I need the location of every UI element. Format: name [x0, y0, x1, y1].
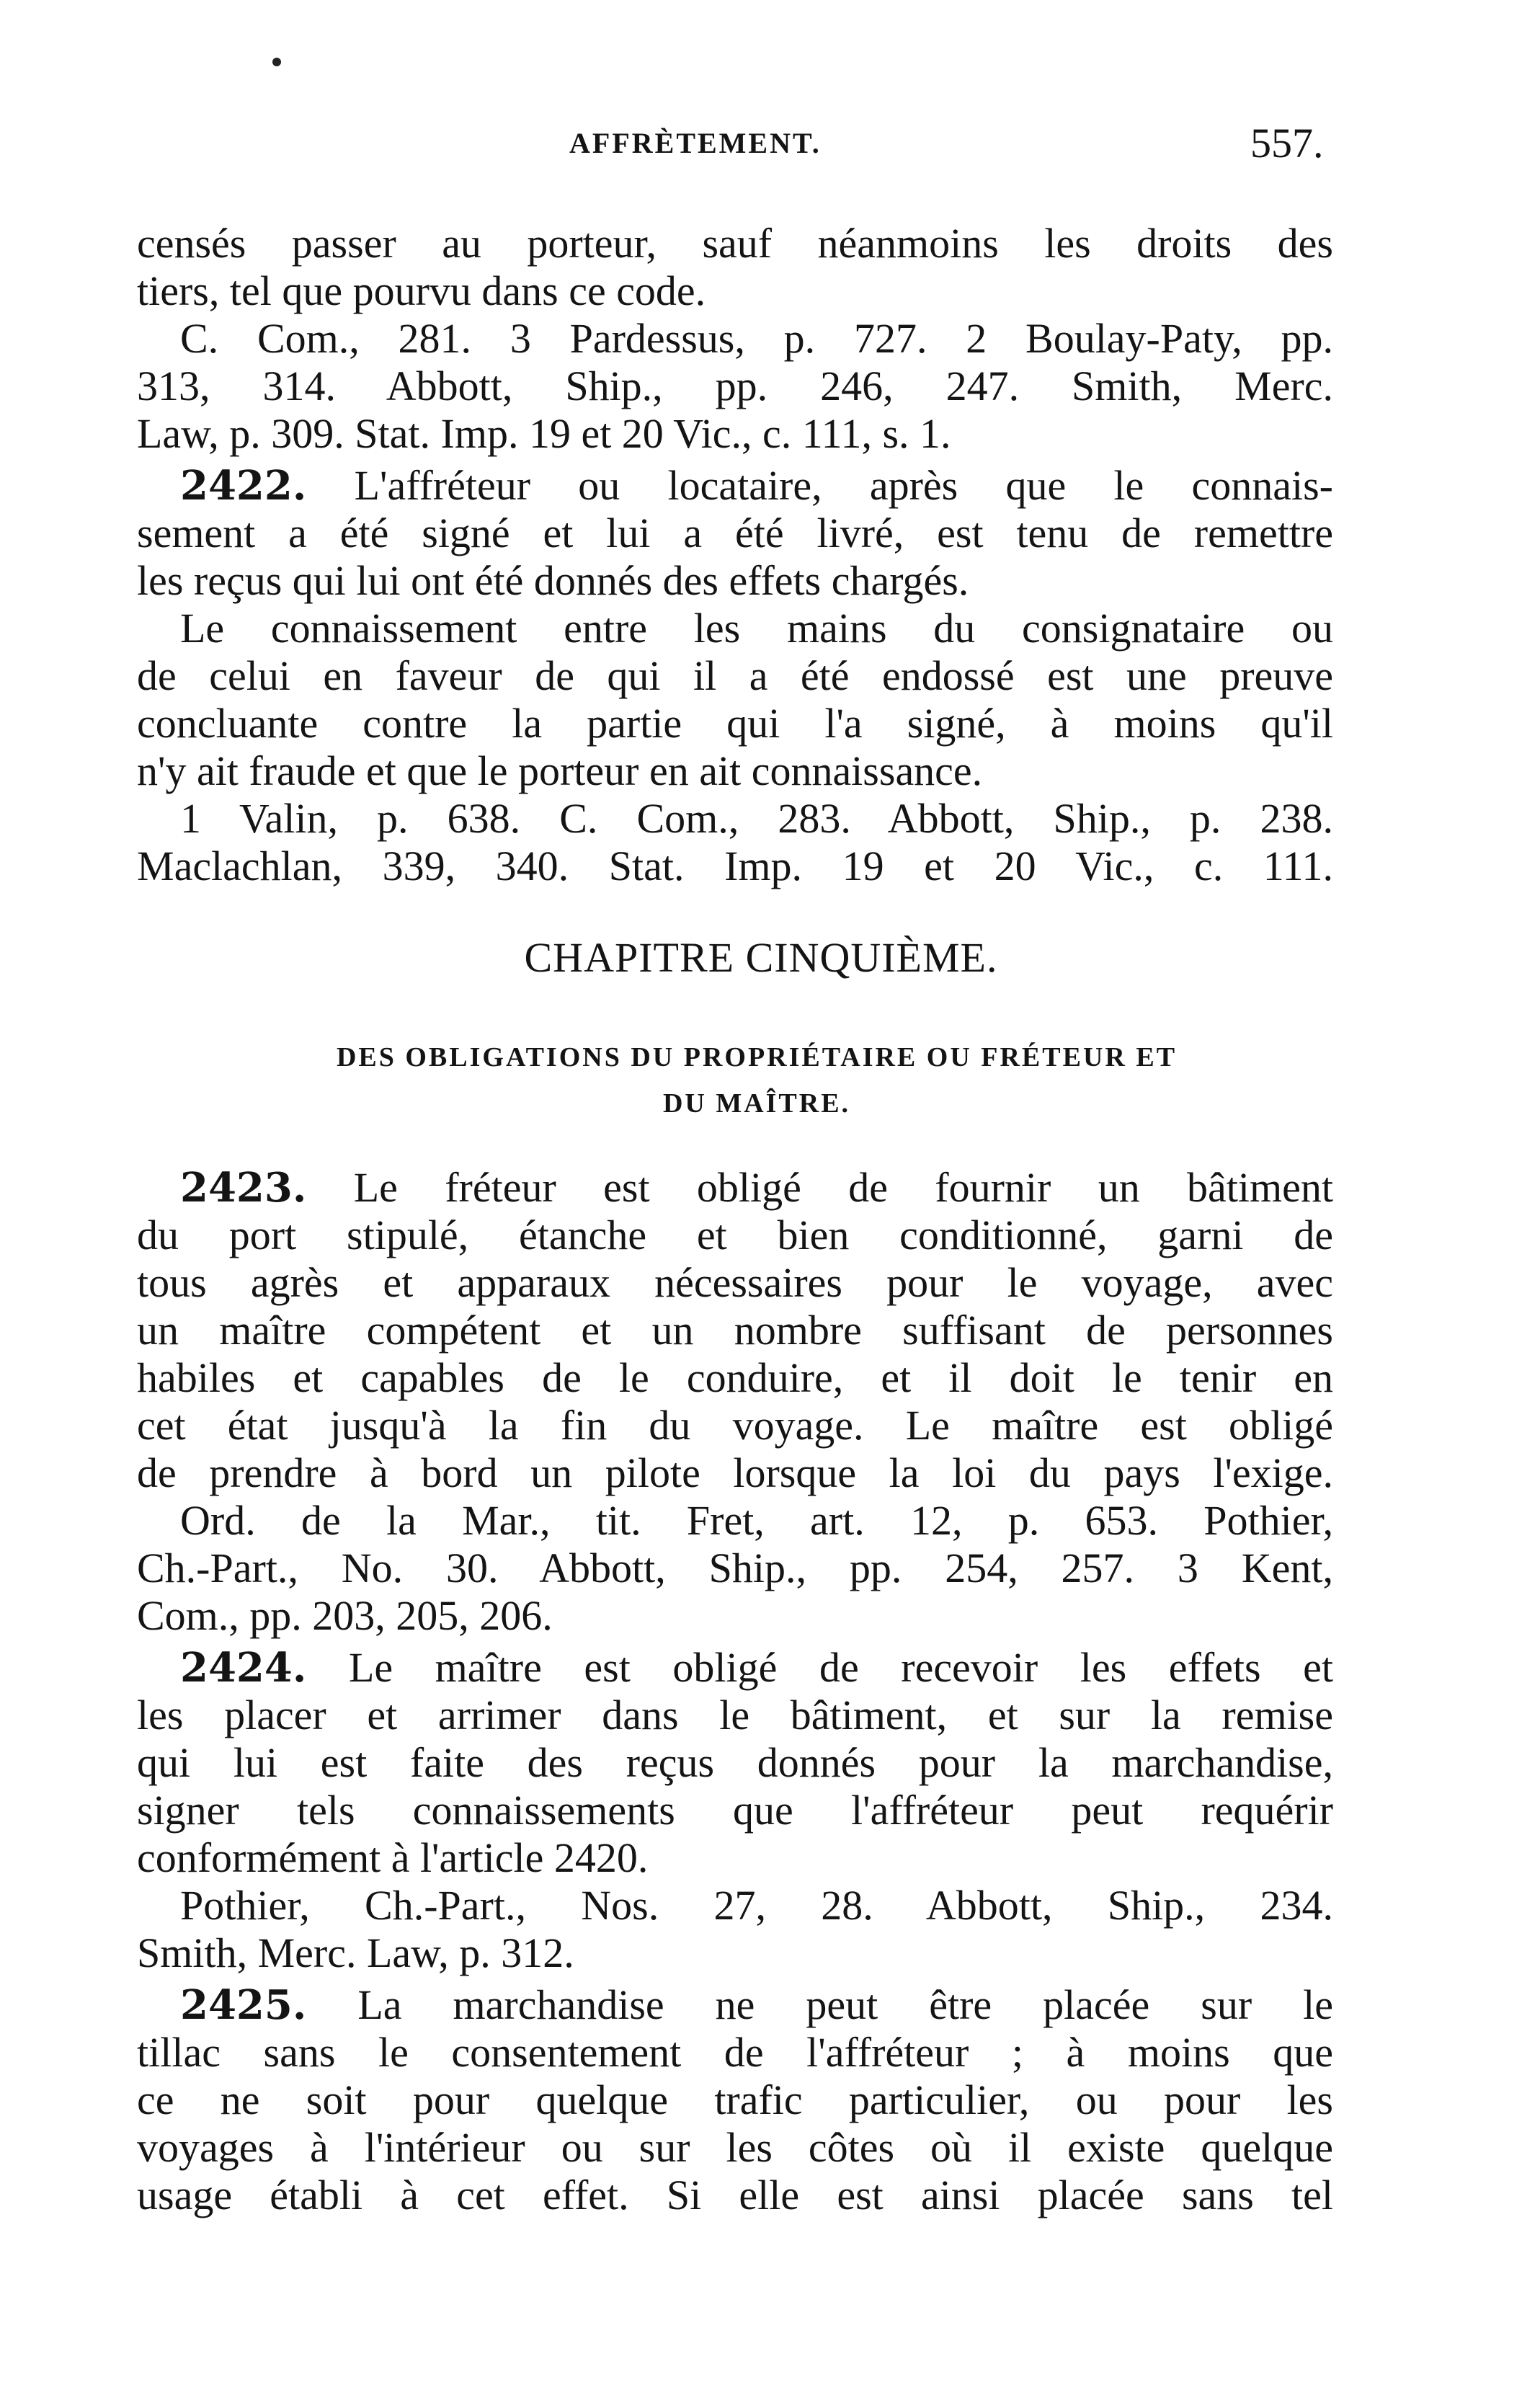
text-line: qui lui est faite des reçus donnés pour la marchandise,	[137, 1739, 1333, 1786]
text-line: de prendre à bord un pilote lorsque la loi du pays l'exige.	[137, 1449, 1333, 1496]
article-text: Le fréteur est obligé de fournir un bâtiment	[353, 1164, 1333, 1211]
citation-line: C. Com., 281. 3 Pardessus, p. 727. 2 Boulay-Paty, pp.	[180, 315, 1333, 362]
article-number: 2425.	[180, 1981, 307, 2029]
text-line: sement a été signé et lui a été livré, est tenu de remettre	[137, 510, 1333, 556]
article-number: 2422.	[180, 462, 307, 510]
text-line: du port stipulé, étanche et bien conditionné, garni de	[137, 1212, 1333, 1258]
article-number: 2423.	[180, 1164, 307, 1212]
text-line: Le connaissement entre les mains du consignataire ou	[180, 605, 1333, 652]
text-line: les placer et arrimer dans le bâtiment, et sur la remise	[137, 1692, 1333, 1738]
text-line: conformément à l'article 2420.	[137, 1834, 649, 1881]
section-title-line: DU MAÎTRE.	[662, 1088, 851, 1119]
article-2422-first-line	[180, 462, 1333, 510]
citation-line: 313, 314. Abbott, Ship., pp. 246, 247. Smith, Merc.	[137, 363, 1333, 409]
citation-line: Smith, Merc. Law, p. 312.	[137, 1929, 574, 1976]
article-text: La marchandise ne peut être placée sur le	[357, 1981, 1334, 2028]
text-line: usage établi à cet effet. Si elle est ainsi placée sans tel	[137, 2172, 1333, 2218]
text-line: cet état jusqu'à la fin du voyage. Le maître est obligé	[137, 1402, 1333, 1449]
text-line: signer tels connaissements que l'affréteur peut requérir	[137, 1787, 1333, 1834]
citation-line: Ch.-Part., No. 30. Abbott, Ship., pp. 254, 257. 3 Kent,	[137, 1545, 1333, 1591]
article-text: L'affréteur ou locataire, après que le connais-	[354, 462, 1333, 509]
citation-line: Ord. de la Mar., tit. Fret, art. 12, p. 653. Pothier,	[180, 1497, 1333, 1544]
text-line: ce ne soit pour quelque trafic particulier, ou pour les	[137, 2076, 1333, 2123]
page-number: 557.	[1250, 120, 1324, 166]
text-line: censés passer au porteur, sauf néanmoins les droits des	[137, 220, 1333, 267]
citation-line: Maclachlan, 339, 340. Stat. Imp. 19 et 20 Vic., c. 111.	[137, 843, 1333, 889]
ink-speck	[272, 58, 281, 66]
text-line: les reçus qui lui ont été donnés des effets chargés.	[137, 557, 969, 604]
article-2423-first-line	[180, 1164, 1333, 1212]
running-head	[0, 120, 1522, 177]
text-line: de celui en faveur de qui il a été endossé est une preuve	[137, 652, 1333, 699]
text-line: un maître compétent et un nombre suffisant de personnes	[137, 1307, 1333, 1354]
text-line: tiers, tel que pourvu dans ce code.	[137, 267, 706, 314]
section-title-line: DES OBLIGATIONS DU PROPRIÉTAIRE OU FRÉTEUR ET	[336, 1042, 1178, 1072]
chapter-heading: CHAPITRE CINQUIÈME.	[524, 934, 998, 981]
citation-line: Com., pp. 203, 205, 206.	[137, 1592, 553, 1639]
text-line: tillac sans le consentement de l'affréteur ; à moins que	[137, 2029, 1333, 2076]
citation-line: Pothier, Ch.-Part., Nos. 27, 28. Abbott, Ship., 234.	[180, 1882, 1333, 1929]
text-line: n'y ait fraude et que le porteur en ait connaissance.	[137, 747, 983, 794]
text-line: tous agrès et apparaux nécessaires pour le voyage, avec	[137, 1259, 1333, 1306]
article-2425-first-line	[180, 1981, 1333, 2029]
citation-line: Law, p. 309. Stat. Imp. 19 et 20 Vic., c. 111, s. 1.	[137, 410, 951, 457]
text-line: voyages à l'intérieur ou sur les côtes où il existe quelque	[137, 2124, 1333, 2171]
article-2424-first-line	[180, 1644, 1333, 1692]
article-number: 2424.	[180, 1644, 307, 1692]
text-line: habiles et capables de le conduire, et il doit le tenir en	[137, 1354, 1333, 1401]
section-title	[166, 1034, 1348, 1127]
text-line: concluante contre la partie qui l'a signé, à moins qu'il	[137, 700, 1333, 747]
article-text: Le maître est obligé de recevoir les effets et	[348, 1644, 1333, 1691]
running-title: AFFRÈTEMENT.	[569, 127, 822, 159]
citation-line: 1 Valin, p. 638. C. Com., 283. Abbott, Ship., p. 238.	[180, 795, 1333, 842]
